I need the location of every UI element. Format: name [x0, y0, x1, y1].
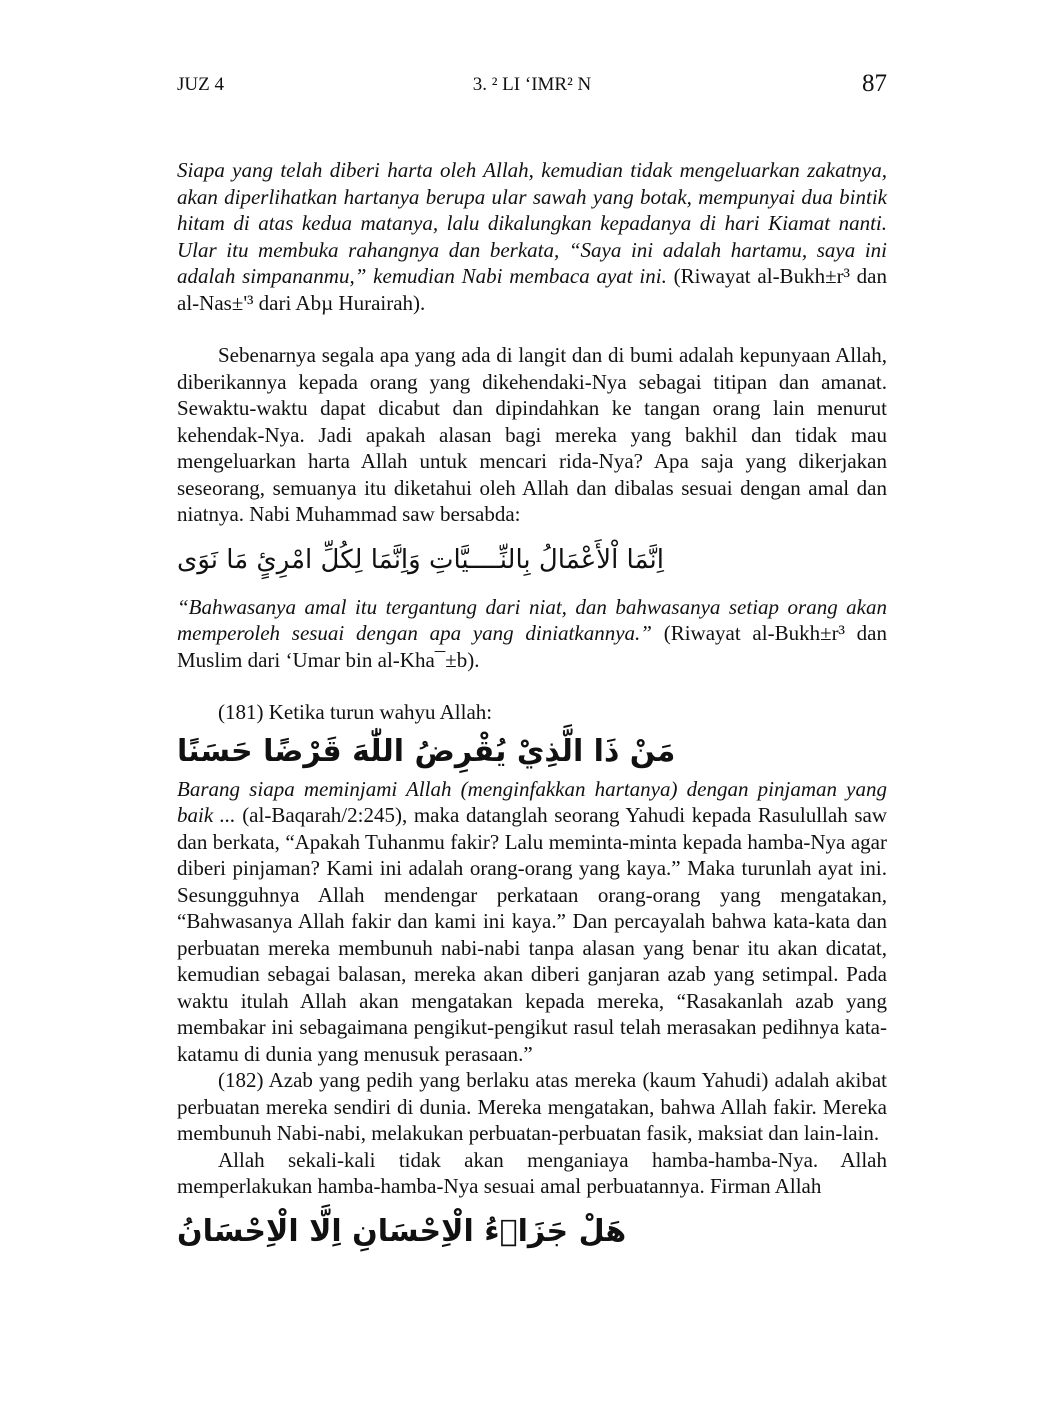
page-body [177, 157, 887, 1254]
hadith-niat-italic: “Bahwasanya amal itu tergantung dari niat, dan bahwasanya setiap orang akan memperoleh sesuai dengan apa yang diniatkannya.” [177, 594, 887, 645]
closing-paragraph: Allah sekali-kali tidak akan menganiaya hamba-hamba-Nya. Allah memperlakukan hamba-hamba-Nya sesuai amal perbuatannya. Firman Allah [177, 1147, 887, 1198]
hadith-citation: (Riwayat al-Bukh±r³ dan al-Nas±'³ dari Abµ Hurairah). [177, 264, 887, 315]
verse-182-paragraph: (182) Azab yang pedih yang berlaku atas mereka (kaum Yahudi) adalah akibat perbuatan mereka sendiri di dunia. Mereka mengatakan, bahwa Allah fakir. Mereka membunuh Nabi-nabi, melakukan perbuatan-perbuatan fasik, maksiat dan lain-lain. [177, 1068, 887, 1145]
body-paragraph-1: Sebenarnya segala apa yang ada di langit dan di bumi adalah kepunyaan Allah, diberikannya kepada orang yang dikehendaki-Nya sebagai titipan dan amanat. Sewaktu-waktu dapat dicabut dan dipindahkan ke tangan orang lain menurut kehendak-Nya. Jadi apakah alasan bagi mereka yang bakhil dan tidak mau mengeluarkan harta Allah untuk mencari rida-Nya? Apa saja yang dikerjakan seseorang, semuanya itu diketahui oleh Allah dan dibalas sesuai dengan amal dan niatnya. Nabi Muhammad saw bersabda: [177, 343, 887, 526]
verse-181-italic: Barang siapa meminjami Allah (menginfakkan hartanya) dengan pinjaman yang baik ... [177, 776, 887, 827]
page-number: 87 [862, 70, 887, 97]
arabic-hadith: اِنَّمَا اْلأَعْمَالُ بِالنِّــــيَّاتِ وَاِنَّمَا لِكُلِّ امْرِئٍ مَا نَوَى [177, 544, 664, 575]
juz-label: JUZ 4 [177, 74, 224, 95]
hadith-translation-italic: Siapa yang telah diberi harta oleh Allah, kemudian tidak mengeluarkan zakatnya, akan diperlihatkan hartanya berupa ular sawah yang botak, mempunyai dua bintik hitam di atas kedua matanya, lalu dikalungkan kepadanya di hari Kiamat nanti. Ular itu membuka rahangnya dan berkata, “Saya ini adalah hartamu, saya ini adalah simpananmu,” kemudian Nabi membaca ayat ini. [177, 158, 887, 288]
page-header [177, 72, 887, 112]
arabic-verse-qard-hasan: مَنْ ذَا الَّذِيْ يُقْرِضُ اللّٰهَ قَرْضًا حَسَنًا [177, 733, 676, 769]
verse-181-text: (al-Baqarah/2:245), maka datanglah seorang Yahudi kepada Rasulullah saw dan berkata, “Apakah Tuhanmu fakir? Lalu meminta-minta kepada hamba-Nya agar diberi pinjaman? Kami ini adalah orang-orang yang kaya.” Maka turunlah ayat ini. Sesungguhnya Allah mendengar perkataan orang-orang yang mengatakan, “Bahwasanya Allah fakir dan kami ini kaya.” Dan percayalah bahwa kata-kata dan perbuatan mereka membunuh nabi-nabi tanpa alasan yang benar itu akan dicatat, kemudian sebagai balasan, mereka akan diberi ganjaran azab yang setimpal. Pada waktu itulah Allah akan mengatakan kepada mereka, “Rasakanlah azab yang membakar ini sebagaimana pengikut-pengikut rasul telah merasakan pedihnya kata-katamu di dunia yang menusuk perasaan.” [177, 803, 887, 1066]
arabic-verse-ihsan: هَلْ جَزَاۤءُ الْاِحْسَانِ اِلَّا الْاِحْسَانُ [177, 1213, 627, 1249]
verse-181-intro: (181) Ketika turun wahyu Allah: [218, 700, 493, 724]
hadith-translation-paragraph [177, 157, 887, 316]
verse-181-paragraph [177, 776, 887, 1068]
hadith-niat-citation: (Riwayat al-Bukh±r³ dan Muslim dari ‘Umar bin al-Kha¯±b). [177, 621, 887, 672]
surah-title: 3. ² LI ‘IMR² N [472, 74, 592, 95]
hadith-niat-paragraph [177, 594, 887, 674]
